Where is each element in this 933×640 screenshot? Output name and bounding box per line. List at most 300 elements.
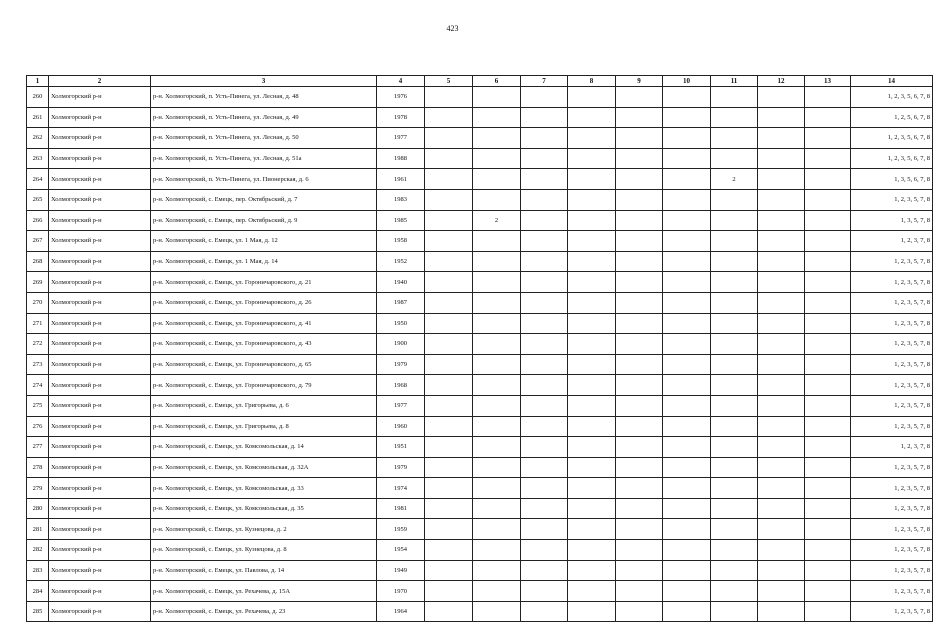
row-number-cell: 268 [27, 251, 49, 272]
value-cell [663, 457, 711, 478]
notes-cell: 1, 2, 3, 5, 6, 7, 8 [851, 87, 933, 108]
value-cell [805, 581, 851, 602]
value-cell [663, 519, 711, 540]
value-cell [425, 498, 473, 519]
value-cell [425, 107, 473, 128]
value-cell [616, 148, 663, 169]
district-cell: Холмогорский р-н [49, 251, 151, 272]
value-cell [521, 128, 568, 149]
notes-cell: 1, 2, 3, 7, 8 [851, 437, 933, 458]
value-cell [473, 292, 521, 313]
notes-cell: 1, 2, 3, 5, 7, 8 [851, 581, 933, 602]
value-cell [521, 148, 568, 169]
value-cell [805, 354, 851, 375]
value-cell [805, 601, 851, 622]
value-cell [805, 292, 851, 313]
address-cell: р-н. Холмогорский, п. Усть-Пинега, ул. Лесная, д. 51а [151, 148, 377, 169]
notes-cell: 1, 2, 3, 5, 7, 8 [851, 189, 933, 210]
value-cell [616, 560, 663, 581]
district-cell: Холмогорский р-н [49, 107, 151, 128]
value-cell [758, 498, 805, 519]
value-cell [568, 334, 616, 355]
notes-cell: 1, 2, 3, 5, 7, 8 [851, 272, 933, 293]
value-cell [568, 189, 616, 210]
value-cell [663, 210, 711, 231]
value-cell [711, 354, 758, 375]
value-cell [616, 251, 663, 272]
row-number-cell: 276 [27, 416, 49, 437]
address-cell: р-н. Холмогорский, с. Емецк, ул. Кузнецова, д. 2 [151, 519, 377, 540]
value-cell [473, 231, 521, 252]
value-cell [805, 231, 851, 252]
year-cell: 1985 [377, 210, 425, 231]
value-cell [521, 169, 568, 190]
value-cell [568, 478, 616, 499]
value-cell [711, 148, 758, 169]
row-number-cell: 283 [27, 560, 49, 581]
value-cell [568, 128, 616, 149]
value-cell [473, 416, 521, 437]
row-number-cell: 284 [27, 581, 49, 602]
year-cell: 1974 [377, 478, 425, 499]
value-cell [616, 231, 663, 252]
table-row [27, 601, 933, 622]
table-row [27, 313, 933, 334]
value-cell [805, 395, 851, 416]
value-cell [616, 478, 663, 499]
value-cell [663, 313, 711, 334]
address-cell: р-н. Холмогорский, с. Емецк, пер. Октябрьский, д. 7 [151, 189, 377, 210]
notes-cell: 1, 2, 3, 5, 7, 8 [851, 334, 933, 355]
year-cell: 1954 [377, 540, 425, 561]
row-number-cell: 262 [27, 128, 49, 149]
year-cell: 1951 [377, 437, 425, 458]
table-row [27, 107, 933, 128]
value-cell [425, 457, 473, 478]
notes-cell: 1, 2, 3, 5, 7, 8 [851, 292, 933, 313]
value-cell [616, 210, 663, 231]
value-cell [711, 437, 758, 458]
year-cell: 1940 [377, 272, 425, 293]
row-number-cell: 264 [27, 169, 49, 190]
row-number-cell: 285 [27, 601, 49, 622]
notes-cell: 1, 2, 3, 7, 8 [851, 231, 933, 252]
value-cell [425, 292, 473, 313]
value-cell [568, 107, 616, 128]
value-cell [568, 540, 616, 561]
address-cell: р-н. Холмогорский, с. Емецк, ул. Гороничаровского, д. 41 [151, 313, 377, 334]
value-cell [568, 519, 616, 540]
value-cell [425, 189, 473, 210]
value-cell [568, 437, 616, 458]
value-cell [805, 560, 851, 581]
address-cell: р-н. Холмогорский, с. Емецк, ул. Гороничаровского, д. 65 [151, 354, 377, 375]
address-cell: р-н. Холмогорский, с. Емецк, ул. Гороничаровского, д. 26 [151, 292, 377, 313]
value-cell [473, 169, 521, 190]
notes-cell: 1, 2, 3, 5, 7, 8 [851, 375, 933, 396]
notes-cell: 1, 2, 3, 5, 7, 8 [851, 478, 933, 499]
value-cell [663, 395, 711, 416]
value-cell [425, 334, 473, 355]
year-cell: 1949 [377, 560, 425, 581]
table-row [27, 292, 933, 313]
row-number-cell: 269 [27, 272, 49, 293]
value-cell [473, 437, 521, 458]
value-cell [758, 375, 805, 396]
district-cell: Холмогорский р-н [49, 581, 151, 602]
value-cell [425, 169, 473, 190]
value-cell [663, 272, 711, 293]
value-cell [521, 519, 568, 540]
year-cell: 1979 [377, 457, 425, 478]
table-row [27, 437, 933, 458]
value-cell [425, 272, 473, 293]
row-number-cell: 267 [27, 231, 49, 252]
value-cell [425, 231, 473, 252]
housing-registry-table [26, 75, 933, 622]
column-header: 2 [49, 76, 151, 87]
value-cell [568, 292, 616, 313]
value-cell [425, 128, 473, 149]
value-cell [425, 560, 473, 581]
value-cell [758, 416, 805, 437]
value-cell [758, 231, 805, 252]
notes-cell: 1, 2, 3, 5, 7, 8 [851, 601, 933, 622]
row-number-cell: 281 [27, 519, 49, 540]
value-cell [758, 519, 805, 540]
value-cell [473, 354, 521, 375]
row-number-cell: 275 [27, 395, 49, 416]
notes-cell: 1, 3, 5, 7, 8 [851, 210, 933, 231]
value-cell [805, 334, 851, 355]
value-cell [663, 416, 711, 437]
value-cell [473, 272, 521, 293]
value-cell [473, 313, 521, 334]
row-number-cell: 271 [27, 313, 49, 334]
notes-cell: 1, 2, 3, 5, 7, 8 [851, 540, 933, 561]
value-cell: 2 [473, 210, 521, 231]
district-cell: Холмогорский р-н [49, 128, 151, 149]
value-cell [805, 313, 851, 334]
address-cell: р-н. Холмогорский, с. Емецк, пер. Октябрьский, д. 9 [151, 210, 377, 231]
value-cell [568, 251, 616, 272]
district-cell: Холмогорский р-н [49, 354, 151, 375]
address-cell: р-н. Холмогорский, с. Емецк, ул. Комсомольская, д. 32А [151, 457, 377, 478]
district-cell: Холмогорский р-н [49, 519, 151, 540]
value-cell [521, 581, 568, 602]
row-number-cell: 261 [27, 107, 49, 128]
value-cell [805, 457, 851, 478]
value-cell [758, 148, 805, 169]
column-header: 5 [425, 76, 473, 87]
table-row [27, 87, 933, 108]
table-row [27, 560, 933, 581]
value-cell [473, 189, 521, 210]
district-cell: Холмогорский р-н [49, 169, 151, 190]
district-cell: Холмогорский р-н [49, 334, 151, 355]
value-cell [425, 395, 473, 416]
value-cell [711, 210, 758, 231]
value-cell [663, 375, 711, 396]
row-number-cell: 272 [27, 334, 49, 355]
address-cell: р-н. Холмогорский, с. Емецк, ул. Рехачева, д. 23 [151, 601, 377, 622]
value-cell [425, 540, 473, 561]
value-cell [663, 189, 711, 210]
table-row [27, 354, 933, 375]
value-cell [663, 601, 711, 622]
value-cell [568, 498, 616, 519]
row-number-cell: 265 [27, 189, 49, 210]
value-cell [521, 354, 568, 375]
district-cell: Холмогорский р-н [49, 437, 151, 458]
value-cell [758, 292, 805, 313]
value-cell [805, 148, 851, 169]
value-cell [568, 375, 616, 396]
value-cell [616, 601, 663, 622]
row-number-cell: 278 [27, 457, 49, 478]
table-row [27, 272, 933, 293]
value-cell [521, 601, 568, 622]
value-cell [521, 107, 568, 128]
address-cell: р-н. Холмогорский, с. Емецк, ул. Рехачева, д. 15А [151, 581, 377, 602]
year-cell: 1983 [377, 189, 425, 210]
column-header: 12 [758, 76, 805, 87]
value-cell [805, 375, 851, 396]
value-cell [711, 128, 758, 149]
value-cell [758, 210, 805, 231]
column-header: 6 [473, 76, 521, 87]
table-row [27, 128, 933, 149]
address-cell: р-н. Холмогорский, с. Емецк, ул. 1 Мая, д. 14 [151, 251, 377, 272]
table-row [27, 251, 933, 272]
value-cell [568, 148, 616, 169]
value-cell [616, 107, 663, 128]
year-cell: 1979 [377, 354, 425, 375]
district-cell: Холмогорский р-н [49, 231, 151, 252]
district-cell: Холмогорский р-н [49, 375, 151, 396]
value-cell [616, 540, 663, 561]
year-cell: 1987 [377, 292, 425, 313]
table-row [27, 457, 933, 478]
value-cell [521, 457, 568, 478]
district-cell: Холмогорский р-н [49, 560, 151, 581]
value-cell [473, 148, 521, 169]
value-cell [711, 334, 758, 355]
value-cell [758, 189, 805, 210]
value-cell [711, 416, 758, 437]
value-cell [616, 354, 663, 375]
value-cell [711, 395, 758, 416]
value-cell [425, 148, 473, 169]
notes-cell: 1, 2, 3, 5, 7, 8 [851, 457, 933, 478]
value-cell [616, 272, 663, 293]
value-cell [711, 519, 758, 540]
year-cell: 1976 [377, 87, 425, 108]
value-cell [425, 416, 473, 437]
year-cell: 1981 [377, 498, 425, 519]
value-cell [568, 560, 616, 581]
value-cell [616, 457, 663, 478]
value-cell [616, 437, 663, 458]
value-cell [616, 313, 663, 334]
value-cell [663, 231, 711, 252]
column-header: 3 [151, 76, 377, 87]
value-cell [616, 375, 663, 396]
value-cell [805, 169, 851, 190]
value-cell [568, 272, 616, 293]
value-cell [473, 395, 521, 416]
district-cell: Холмогорский р-н [49, 292, 151, 313]
value-cell [805, 189, 851, 210]
district-cell: Холмогорский р-н [49, 457, 151, 478]
year-cell: 1988 [377, 148, 425, 169]
value-cell [805, 251, 851, 272]
value-cell [521, 334, 568, 355]
district-cell: Холмогорский р-н [49, 395, 151, 416]
value-cell [758, 313, 805, 334]
value-cell [473, 498, 521, 519]
value-cell [473, 107, 521, 128]
value-cell [711, 478, 758, 499]
table-row [27, 416, 933, 437]
notes-cell: 1, 2, 3, 5, 7, 8 [851, 416, 933, 437]
value-cell [521, 87, 568, 108]
table-row [27, 581, 933, 602]
row-number-cell: 263 [27, 148, 49, 169]
value-cell [805, 519, 851, 540]
value-cell [616, 169, 663, 190]
table-header-row [27, 76, 933, 87]
value-cell: 2 [711, 169, 758, 190]
value-cell [425, 313, 473, 334]
year-cell: 1968 [377, 375, 425, 396]
table-row [27, 334, 933, 355]
value-cell [663, 478, 711, 499]
value-cell [711, 189, 758, 210]
notes-cell: 1, 2, 3, 5, 7, 8 [851, 251, 933, 272]
row-number-cell: 282 [27, 540, 49, 561]
year-cell: 1964 [377, 601, 425, 622]
value-cell [805, 478, 851, 499]
value-cell [473, 334, 521, 355]
value-cell [568, 210, 616, 231]
value-cell [711, 272, 758, 293]
table-row [27, 148, 933, 169]
value-cell [425, 210, 473, 231]
value-cell [521, 540, 568, 561]
address-cell: р-н. Холмогорский, п. Усть-Пинега, ул. Пионерская, д. 6 [151, 169, 377, 190]
column-header: 8 [568, 76, 616, 87]
value-cell [568, 87, 616, 108]
district-cell: Холмогорский р-н [49, 210, 151, 231]
column-header: 1 [27, 76, 49, 87]
address-cell: р-н. Холмогорский, п. Усть-Пинега, ул. Лесная, д. 49 [151, 107, 377, 128]
value-cell [758, 272, 805, 293]
notes-cell: 1, 3, 5, 6, 7, 8 [851, 169, 933, 190]
value-cell [616, 395, 663, 416]
value-cell [663, 107, 711, 128]
value-cell [711, 540, 758, 561]
value-cell [521, 313, 568, 334]
value-cell [711, 560, 758, 581]
row-number-cell: 274 [27, 375, 49, 396]
value-cell [663, 148, 711, 169]
value-cell [473, 601, 521, 622]
value-cell [663, 560, 711, 581]
value-cell [758, 540, 805, 561]
value-cell [616, 581, 663, 602]
table-row [27, 498, 933, 519]
value-cell [425, 581, 473, 602]
value-cell [616, 189, 663, 210]
district-cell: Холмогорский р-н [49, 478, 151, 499]
value-cell [425, 478, 473, 499]
district-cell: Холмогорский р-н [49, 416, 151, 437]
table-row [27, 231, 933, 252]
value-cell [711, 313, 758, 334]
value-cell [711, 292, 758, 313]
district-cell: Холмогорский р-н [49, 272, 151, 293]
value-cell [616, 128, 663, 149]
table-row [27, 169, 933, 190]
value-cell [521, 498, 568, 519]
value-cell [805, 416, 851, 437]
value-cell [711, 251, 758, 272]
value-cell [425, 354, 473, 375]
value-cell [805, 272, 851, 293]
notes-cell: 1, 2, 3, 5, 6, 7, 8 [851, 148, 933, 169]
year-cell: 1977 [377, 395, 425, 416]
address-cell: р-н. Холмогорский, с. Емецк, ул. Комсомольская, д. 35 [151, 498, 377, 519]
value-cell [521, 395, 568, 416]
value-cell [758, 128, 805, 149]
value-cell [568, 457, 616, 478]
year-cell: 1960 [377, 416, 425, 437]
notes-cell: 1, 2, 3, 5, 7, 8 [851, 560, 933, 581]
year-cell: 1977 [377, 128, 425, 149]
value-cell [711, 601, 758, 622]
value-cell [616, 334, 663, 355]
address-cell: р-н. Холмогорский, с. Емецк, ул. Григорьева, д. 8 [151, 416, 377, 437]
value-cell [425, 437, 473, 458]
value-cell [521, 189, 568, 210]
value-cell [521, 478, 568, 499]
value-cell [758, 334, 805, 355]
table-row [27, 478, 933, 499]
value-cell [663, 251, 711, 272]
page-number: 423 [446, 24, 459, 33]
notes-cell: 1, 2, 3, 5, 7, 8 [851, 354, 933, 375]
column-header: 14 [851, 76, 933, 87]
value-cell [616, 87, 663, 108]
value-cell [805, 498, 851, 519]
notes-cell: 1, 2, 3, 5, 7, 8 [851, 519, 933, 540]
value-cell [425, 601, 473, 622]
address-cell: р-н. Холмогорский, с. Емецк, ул. Комсомольская, д. 14 [151, 437, 377, 458]
value-cell [758, 601, 805, 622]
value-cell [473, 478, 521, 499]
address-cell: р-н. Холмогорский, с. Емецк, ул. Павлова, д. 14 [151, 560, 377, 581]
value-cell [711, 375, 758, 396]
value-cell [758, 169, 805, 190]
district-cell: Холмогорский р-н [49, 148, 151, 169]
table-row [27, 519, 933, 540]
value-cell [758, 251, 805, 272]
value-cell [568, 581, 616, 602]
value-cell [805, 128, 851, 149]
address-cell: р-н. Холмогорский, с. Емецк, ул. Кузнецова, д. 8 [151, 540, 377, 561]
value-cell [568, 313, 616, 334]
